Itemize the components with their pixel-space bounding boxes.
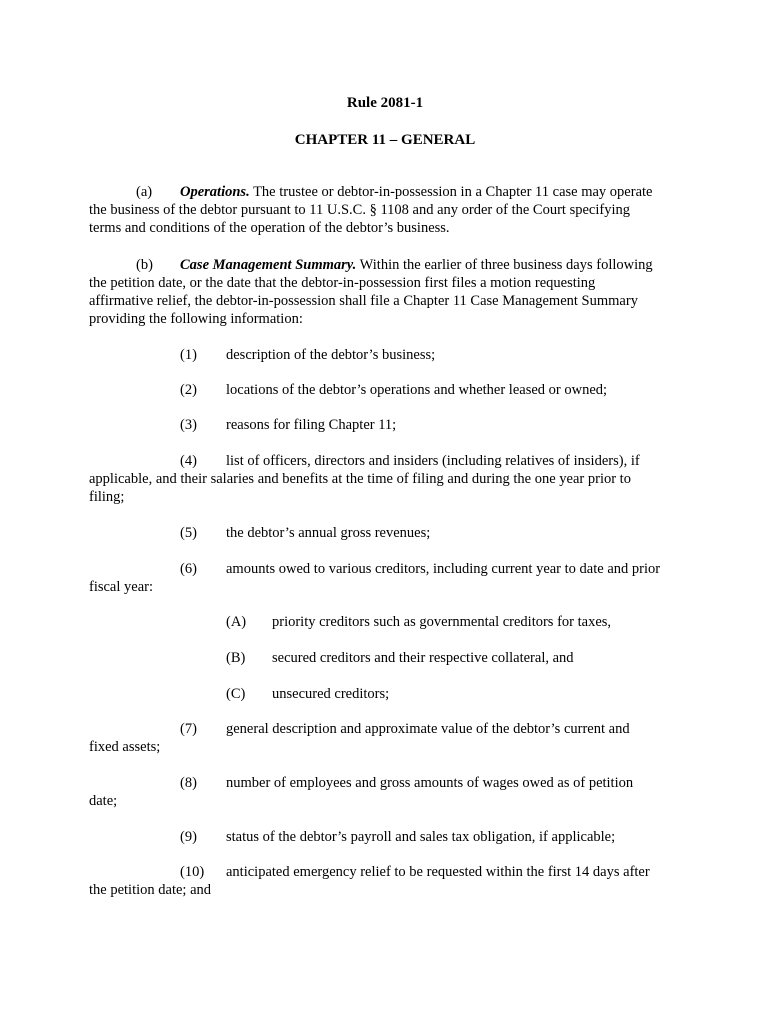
list-item-number: (1) bbox=[180, 347, 197, 363]
list-item-text: the debtor’s annual gross revenues; bbox=[226, 525, 431, 541]
paragraph-b-line-2: the petition date, or the date that the debtor-in-possession first files a motion requesting bbox=[89, 275, 596, 291]
list-item-number: (8) bbox=[180, 775, 197, 791]
list-item-text: reasons for filing Chapter 11; bbox=[226, 417, 397, 433]
list-item-8-continuation: date; bbox=[89, 793, 118, 809]
sub-item-letter: (C) bbox=[226, 686, 246, 702]
paragraph-b-label: (b) bbox=[136, 257, 153, 273]
paragraph-a-line-2: the business of the debtor pursuant to 11 U.S.C. § 1108 and any order of the Court specifying bbox=[89, 202, 630, 218]
sub-item-letter: (B) bbox=[226, 650, 246, 666]
list-item-10-continuation: the petition date; and bbox=[89, 882, 212, 898]
list-item-number: (3) bbox=[180, 417, 197, 433]
list-item-text: description of the debtor’s business; bbox=[226, 347, 436, 363]
list-item-number: (10) bbox=[180, 864, 205, 880]
list-item-number: (9) bbox=[180, 829, 197, 845]
list-item-text: status of the debtor’s payroll and sales tax obligation, if applicable; bbox=[226, 829, 616, 845]
paragraph-b bbox=[89, 256, 689, 328]
list-item-7-continuation: fixed assets; bbox=[89, 739, 161, 755]
list-item-text: list of officers, directors and insiders (including relatives of insiders), if bbox=[226, 453, 640, 469]
rule-title: Rule 2081-1 bbox=[346, 95, 424, 111]
list-item-4-continuation-2: filing; bbox=[89, 489, 125, 505]
list-item-text: locations of the debtor’s operations and whether leased or owned; bbox=[226, 382, 608, 398]
paragraph-a-line-1: The trustee or debtor-in-possession in a Chapter 11 case may operate bbox=[249, 184, 653, 200]
list-item-number: (2) bbox=[180, 382, 197, 398]
list-item-text: general description and approximate value of the debtor’s current and bbox=[226, 721, 630, 737]
paragraph-b-heading: Case Management Summary. bbox=[180, 257, 357, 273]
paragraph-b-line-4: providing the following information: bbox=[89, 311, 303, 327]
list-item-number: (6) bbox=[180, 561, 197, 577]
paragraph-a bbox=[89, 183, 689, 237]
sub-item-text: priority creditors such as governmental creditors for taxes, bbox=[272, 614, 612, 630]
list-item-text: anticipated emergency relief to be requested within the first 14 days after bbox=[226, 864, 650, 880]
list-item-4-continuation-1: applicable, and their salaries and benefits at the time of filing and during the one year prior to bbox=[89, 471, 631, 487]
list-item-number: (4) bbox=[180, 453, 197, 469]
paragraph-a-label: (a) bbox=[136, 184, 153, 200]
sub-item-letter: (A) bbox=[226, 614, 247, 630]
paragraph-b-line-3: affirmative relief, the debtor-in-possession shall file a Chapter 11 Case Management Summary bbox=[89, 293, 638, 309]
paragraph-a-line-3: terms and conditions of the operation of the debtor’s business. bbox=[89, 220, 450, 236]
list-item-6-continuation: fiscal year: bbox=[89, 579, 154, 595]
paragraph-b-line-1: Within the earlier of three business days following bbox=[356, 257, 653, 273]
list-item-number: (7) bbox=[180, 721, 197, 737]
list-item-number: (5) bbox=[180, 525, 197, 541]
sub-item-text: secured creditors and their respective collateral, and bbox=[272, 650, 574, 666]
sub-item-text: unsecured creditors; bbox=[272, 686, 390, 702]
chapter-title: CHAPTER 11 – GENERAL bbox=[294, 132, 476, 148]
paragraph-a-heading: Operations. bbox=[180, 184, 250, 200]
list-item-text: amounts owed to various creditors, including current year to date and prior bbox=[226, 561, 661, 577]
list-item-text: number of employees and gross amounts of wages owed as of petition bbox=[226, 775, 634, 791]
